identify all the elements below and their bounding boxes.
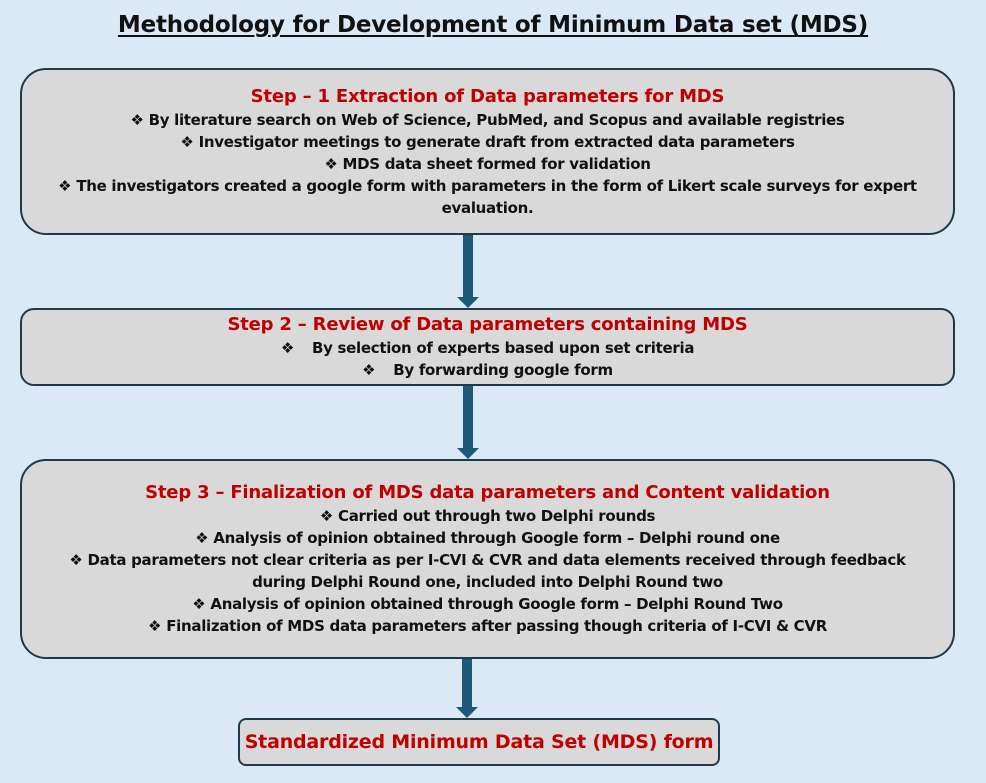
arrow-down-icon bbox=[457, 297, 479, 308]
step-2-heading: Step 2 – Review of Data parameters containing MDS bbox=[227, 314, 748, 335]
step-3-list bbox=[22, 505, 953, 637]
list-item: ❖ Analysis of opinion obtained through Google form – Delphi Round Two bbox=[192, 595, 783, 613]
bullet-icon: ❖ bbox=[148, 617, 162, 635]
arrow-connector-1 bbox=[463, 235, 473, 297]
step-1-heading: Step – 1 Extraction of Data parameters for MDS bbox=[250, 85, 725, 107]
bullet-icon: ❖ bbox=[58, 176, 72, 195]
step-2-list bbox=[22, 337, 953, 381]
list-item: ❖ By literature search on Web of Science, PubMed, and Scopus and available registries bbox=[130, 110, 845, 129]
step-3-heading: Step 3 – Finalization of MDS data parameters and Content validation bbox=[145, 482, 830, 503]
bullet-icon: ❖ bbox=[192, 595, 206, 613]
list-item: ❖ Carried out through two Delphi rounds bbox=[319, 507, 656, 525]
bullet-icon: ❖ bbox=[362, 361, 376, 379]
final-output-label: Standardized Minimum Data Set (MDS) form bbox=[244, 731, 714, 753]
arrow-connector-3 bbox=[462, 659, 472, 707]
final-output-box bbox=[238, 718, 720, 766]
step-3-box bbox=[20, 459, 955, 659]
step-2-box bbox=[20, 308, 955, 386]
list-item: ❖ Finalization of MDS data parameters after passing though criteria of I-CVI & CVR bbox=[148, 617, 827, 635]
list-item: ❖ Data parameters not clear criteria as per I-CVI & CVR and data elements received through feedback during Delphi Round one, included into Delphi Round two bbox=[69, 551, 906, 591]
bullet-icon: ❖ bbox=[180, 132, 194, 151]
bullet-icon: ❖ bbox=[130, 110, 144, 129]
bullet-icon: ❖ bbox=[280, 339, 294, 357]
list-item: ❖ By selection of experts based upon set criteria bbox=[280, 339, 695, 357]
list-item: ❖ By forwarding google form bbox=[362, 361, 613, 379]
diagram-title: Methodology for Development of Minimum Data set (MDS) bbox=[117, 12, 869, 38]
list-item: ❖ The investigators created a google form with parameters in the form of Likert scale surveys for expert evaluation. bbox=[58, 176, 917, 217]
list-item: ❖ Investigator meetings to generate draft from extracted data parameters bbox=[180, 132, 795, 151]
bullet-icon: ❖ bbox=[324, 154, 338, 173]
step-1-list bbox=[22, 109, 953, 219]
bullet-icon: ❖ bbox=[319, 507, 333, 525]
bullet-icon: ❖ bbox=[69, 551, 83, 569]
step-1-box bbox=[20, 68, 955, 235]
list-item: ❖ Analysis of opinion obtained through Google form – Delphi round one bbox=[195, 529, 780, 547]
bullet-icon: ❖ bbox=[195, 529, 209, 547]
list-item: ❖ MDS data sheet formed for validation bbox=[324, 154, 651, 173]
arrow-connector-2 bbox=[463, 386, 473, 448]
arrow-down-icon bbox=[456, 707, 478, 718]
arrow-down-icon bbox=[457, 448, 479, 459]
